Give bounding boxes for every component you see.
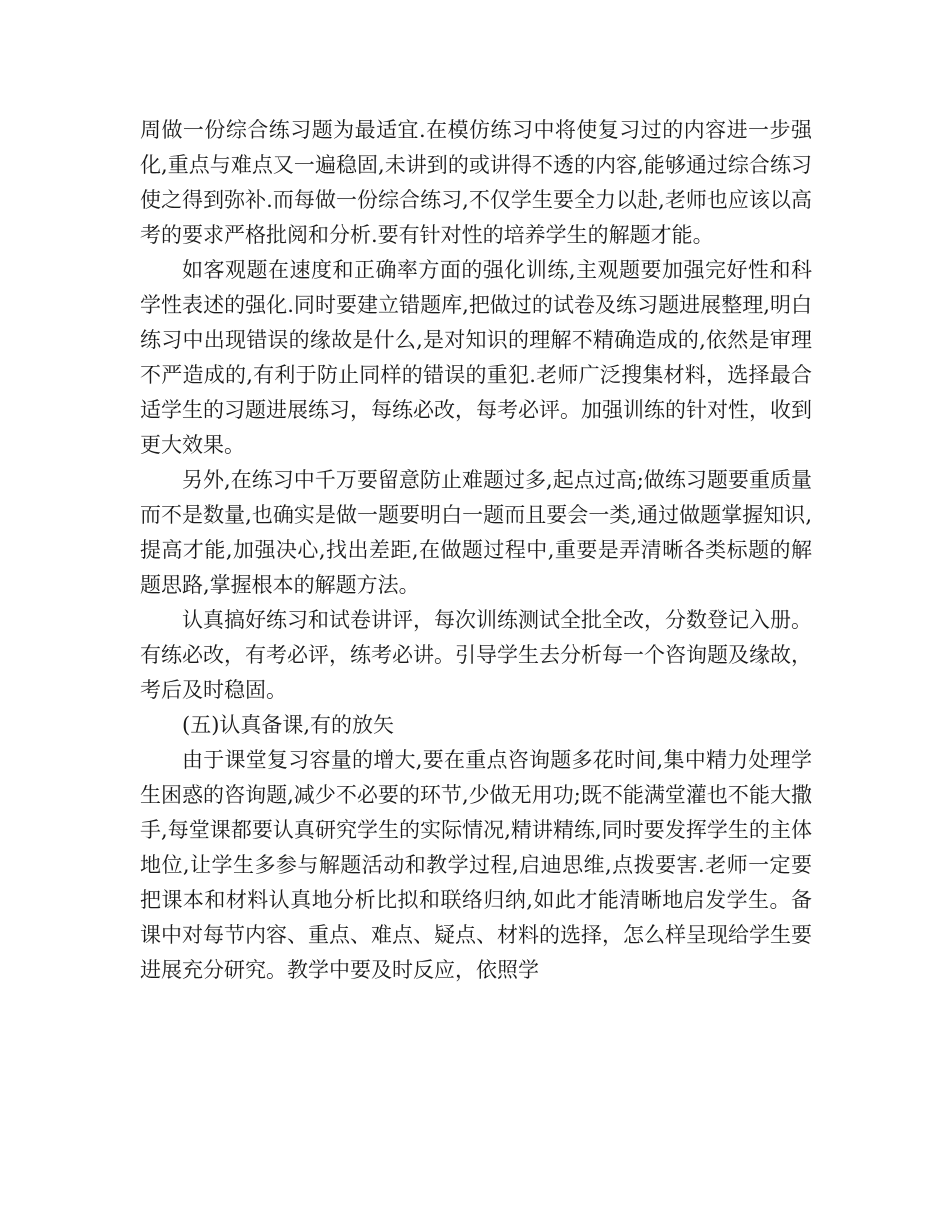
- paragraph: 如客观题在速度和正确率方面的强化训练,主观题要加强完好性和科学性表述的强化.同时要建立错题库,把做过的试卷及练习题进展整理,明白练习中出现错误的缘故是什么,是对知识的理解不精确造成的,依然是审理不严造成的,有利于防止同样的错误的重犯.老师广泛搜集材料，选择最合适学生的习题进展练习，每练必改，每考必评。加强训练的针对性，收到更大效果。: [140, 258, 812, 457]
- document-body: [140, 113, 812, 988]
- paragraph: 认真搞好练习和试卷讲评，每次训练测试全批全改，分数登记入册。有练必改，有考必评，练考必讲。引导学生去分析每一个咨询题及缘故，考后及时稳固。: [140, 608, 812, 702]
- section-heading: (五)认真备课,有的放矢: [182, 713, 395, 737]
- paragraph: 由于课堂复习容量的增大,要在重点咨询题多花时间,集中精力处理学生困惑的咨询题,减少不必要的环节,少做无用功;既不能满堂灌也不能大撒手,每堂课都要认真研究学生的实际情况,精讲精练,同时要发挥学生的主体地位,让学生多参与解题活动和教学过程,启迪思维,点拨要害.老师一定要把课本和材料认真地分析比拟和联络归纳,如此才能清晰地启发学生。备课中对每节内容、重点、难点、疑点、材料的选择，怎么样呈现给学生要进展充分研究。教学中要及时反应，依照学: [140, 748, 812, 982]
- paragraph: 另外,在练习中千万要留意防止难题过多,起点过高;做练习题要重质量而不是数量,也确实是做一题要明白一题而且要会一类,通过做题掌握知识,提高才能,加强决心,找出差距,在做题过程中,重要是弄清晰各类标题的解题思路,掌握根本的解题方法。: [140, 468, 812, 597]
- paragraph-continuation: 周做一份综合练习题为最适宜.在模仿练习中将使复习过的内容进一步强化,重点与难点又一遍稳固,未讲到的或讲得不透的内容,能够通过综合练习使之得到弥补.而每做一份综合练习,不仅学生要全力以赴,老师也应该以高考的要求严格批阅和分析.要有针对性的培养学生的解题才能。: [140, 118, 812, 247]
